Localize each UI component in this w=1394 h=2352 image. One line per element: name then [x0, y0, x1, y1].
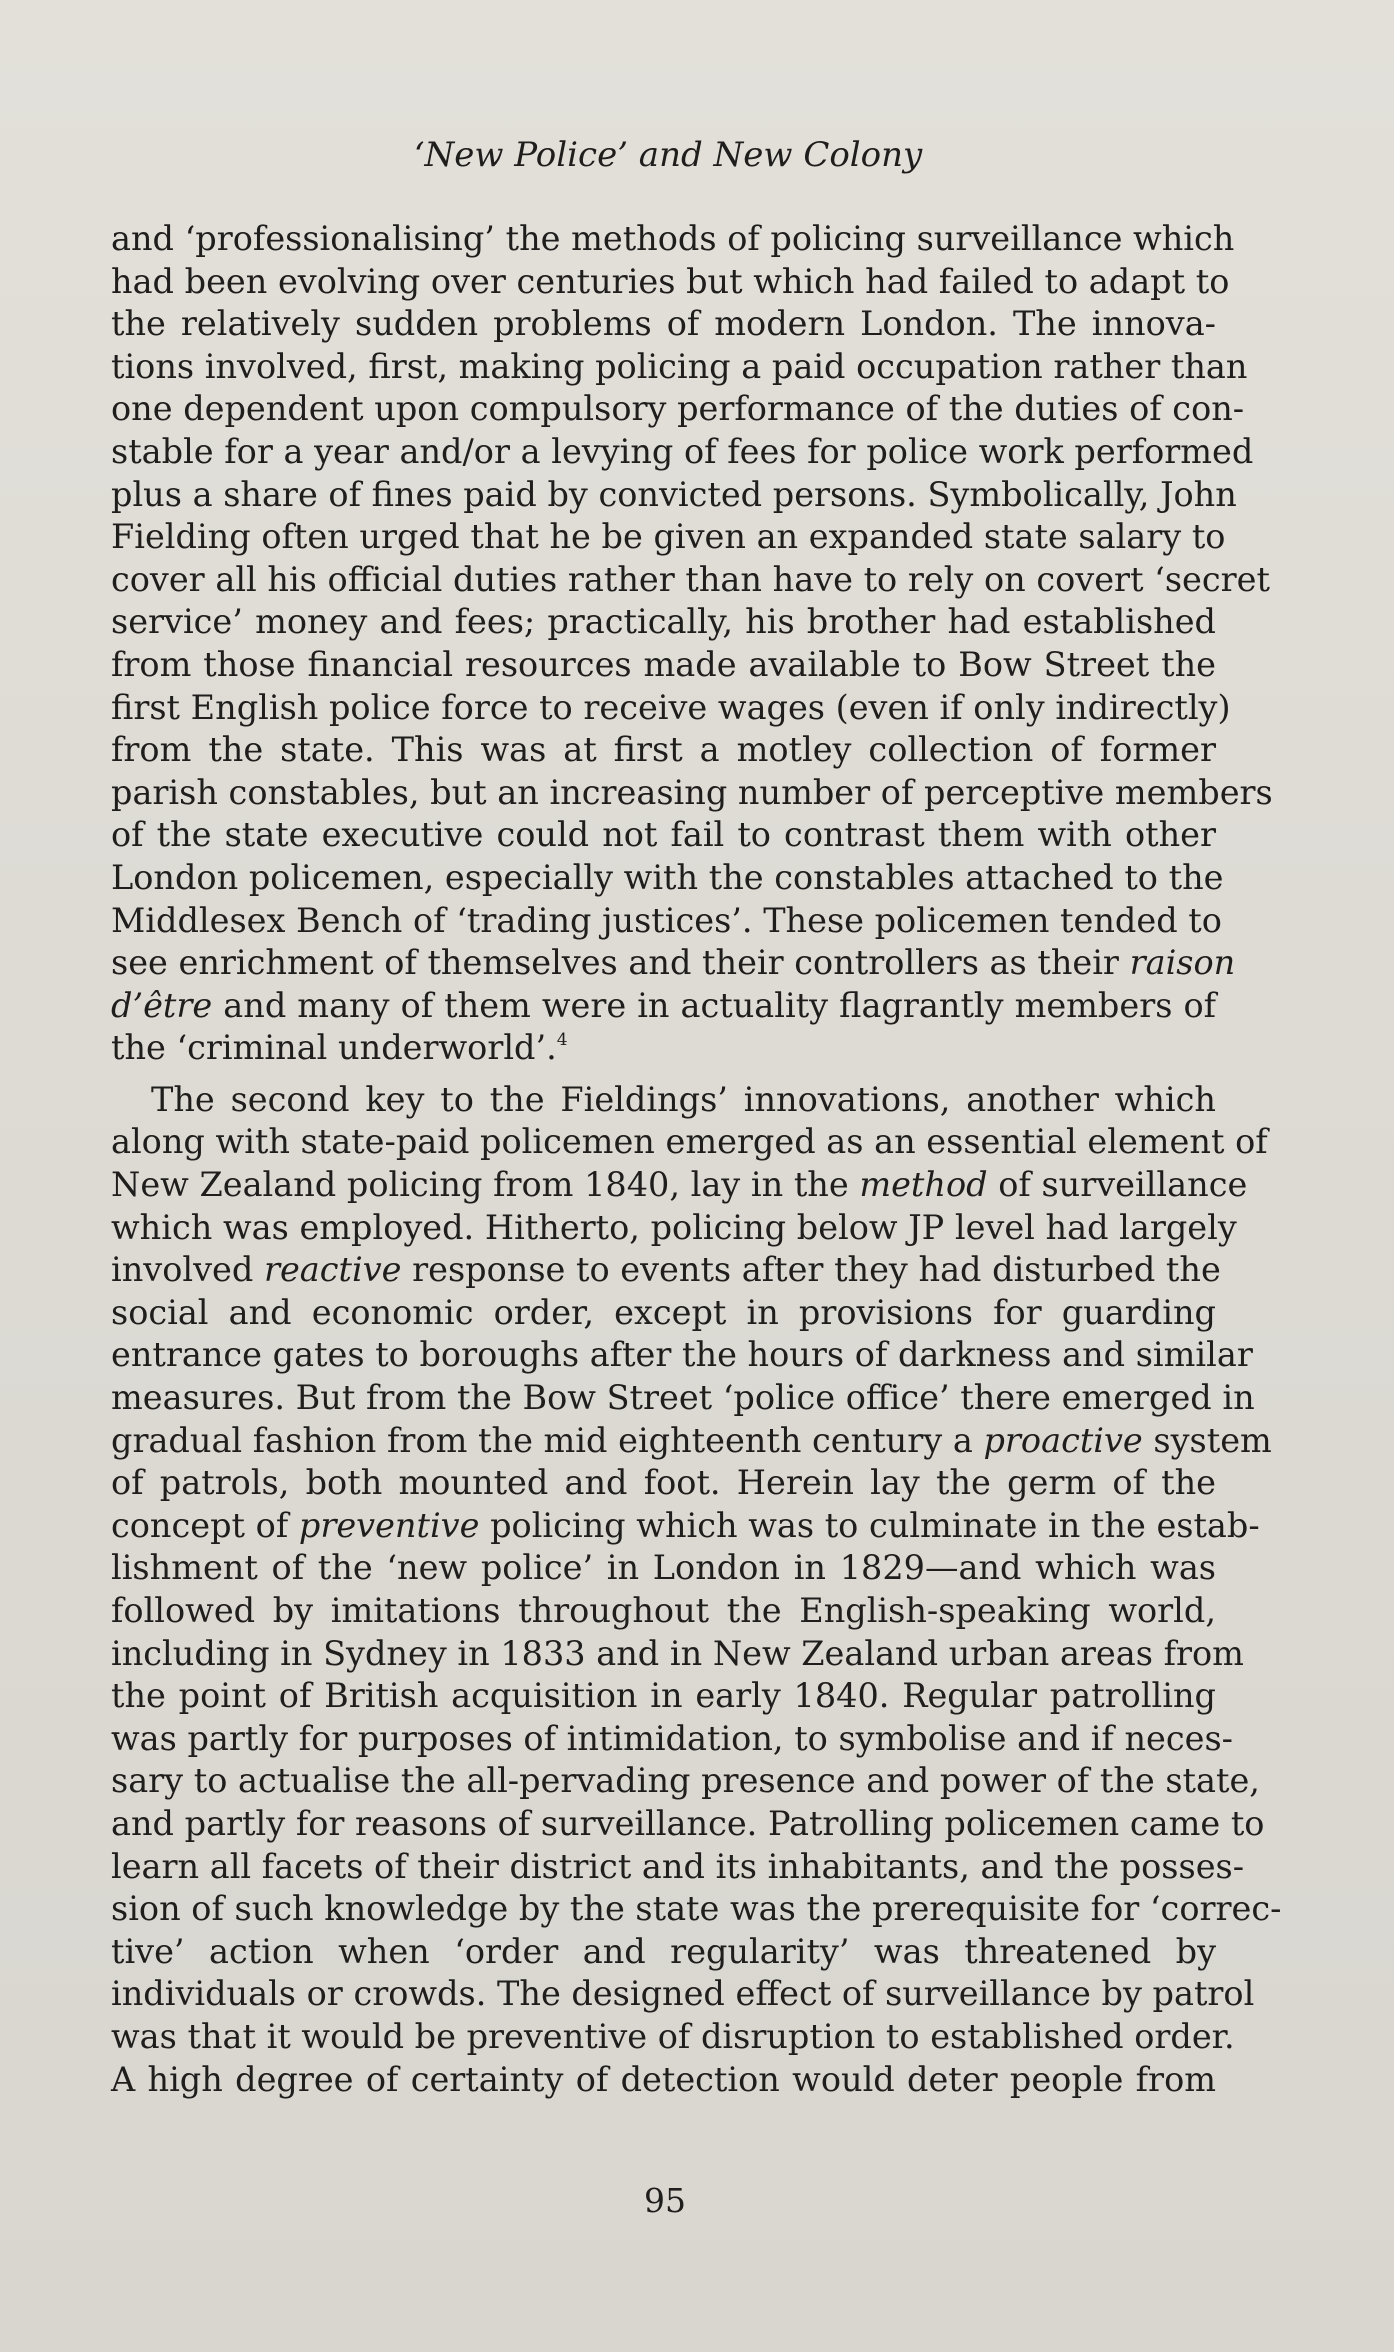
text-segment: system [1153, 1420, 1272, 1460]
text-line: service’ money and fees; practically, his brother had established [111, 602, 1216, 642]
text-line: entrance gates to boroughs after the hours of darkness and similar [111, 1335, 1253, 1375]
text-line [111, 1505, 1260, 1548]
text-segment: policing which was to culminate in the estab- [490, 1505, 1260, 1545]
italic-term: reactive [263, 1250, 402, 1290]
text-line [111, 985, 1216, 1028]
text-line: Middlesex Bench of ‘trading justices’. These policemen tended to [111, 900, 1222, 940]
italic-term: d’être [111, 985, 213, 1025]
text-line: measures. But from the Bow Street ‘police office’ there emerged in [111, 1378, 1255, 1418]
page-number: 95 [644, 2181, 686, 2220]
text-line: A high degree of certainty of detection would deter people from [111, 2059, 1216, 2099]
text-line: learn all facets of their district and its inhabitants, and the posses- [111, 1846, 1245, 1886]
text-line: from those financial resources made available to Bow Street the [111, 644, 1216, 684]
text-segment: of surveillance [998, 1165, 1248, 1205]
body-text [111, 218, 1282, 2101]
text-line: followed by imitations throughout the English-speaking world, [111, 1591, 1216, 1630]
paragraph-1 [111, 218, 1273, 1070]
text-segment: concept of [111, 1505, 289, 1545]
text-line: was partly for purposes of intimidation, to symbolise and if neces- [111, 1718, 1233, 1758]
text-line: along with state-paid policemen emerged as an essential element of [111, 1122, 1268, 1162]
text-segment: New Zealand policing from 1840, lay in the [111, 1165, 849, 1205]
text-line: first English police force to receive wages (even if only indirectly) [111, 687, 1231, 727]
text-line: and partly for reasons of surveillance. Patrolling policemen came to [111, 1803, 1265, 1843]
text-line: cover all his official duties rather than have to rely on covert ‘secret [111, 559, 1270, 599]
text-line: sary to actualise the all-pervading presence and power of the state, [111, 1761, 1260, 1801]
paragraph-gap [111, 1070, 1216, 1079]
text-line: Fielding often urged that he be given an expanded state salary to [111, 517, 1226, 557]
italic-term: raison [1129, 943, 1236, 983]
footnote-marker: 4 [556, 1030, 568, 1051]
text-line: London policemen, especially with the constables attached to the [111, 857, 1224, 897]
text-line: The second key to the Fieldings’ innovations, another which [151, 1079, 1216, 1119]
text-line: stable for a year and/or a levying of fees for police work performed [111, 431, 1254, 471]
text-line: which was employed. Hitherto, policing below JP level had largely [111, 1207, 1237, 1247]
running-head: ‘New Police’ and New Colony [413, 135, 923, 175]
text-segment: involved [111, 1250, 254, 1290]
text-line: sion of such knowledge by the state was the prerequisite for ‘correc- [111, 1889, 1282, 1929]
text-line: parish constables, but an increasing number of perceptive members [111, 772, 1273, 812]
text-line: plus a share of fines paid by convicted persons. Symbolically, John [111, 474, 1237, 514]
text-segment: response to events after they had disturbed the [412, 1250, 1221, 1290]
italic-term: preventive [298, 1505, 480, 1545]
text-line: including in Sydney in 1833 and in New Zealand urban areas from [111, 1633, 1244, 1673]
text-line: tive’ action when ‘order and regularity’ was threatened by [111, 1931, 1216, 1971]
text-line: individuals or crowds. The designed effect of surveillance by patrol [111, 1974, 1255, 2014]
text-line: of patrols, both mounted and foot. Herein lay the germ of the [111, 1463, 1216, 1503]
text-segment: the ‘criminal underworld’. [111, 1028, 557, 1068]
text-line: lishment of the ‘new police’ in London in 1829—and which was [111, 1548, 1216, 1588]
text-line [111, 1420, 1272, 1463]
text-line: from the state. This was at first a motley collection of former [111, 730, 1216, 770]
text-line: tions involved, first, making policing a paid occupation rather than [111, 346, 1248, 386]
text-line: the relatively sudden problems of modern London. The innova- [111, 304, 1216, 344]
text-line [111, 1249, 1221, 1292]
text-segment: and many of them were in actuality flagrantly members of [223, 985, 1217, 1025]
paragraph-2 [111, 1079, 1282, 2101]
text-segment: see enrichment of themselves and their controllers as their [111, 943, 1119, 983]
italic-term: method [859, 1165, 988, 1205]
text-line: of the state executive could not fail to contrast them with other [111, 815, 1216, 855]
text-line: the point of British acquisition in early 1840. Regular patrolling [111, 1676, 1216, 1716]
text-segment: gradual fashion from the mid eighteenth century a [111, 1420, 973, 1460]
text-line: one dependent upon compulsory performance of the duties of con- [111, 389, 1245, 429]
text-line [111, 1164, 1248, 1207]
text-line [111, 942, 1236, 985]
text-line: had been evolving over centuries but which had failed to adapt to [111, 261, 1230, 301]
text-line: social and economic order, except in provisions for guarding [111, 1292, 1216, 1332]
text-line: was that it would be preventive of disruption to established order. [111, 2016, 1235, 2056]
text-line [111, 1027, 1216, 1070]
text-line: and ‘professionalising’ the methods of policing surveillance which [111, 219, 1235, 258]
italic-term: proactive [983, 1420, 1143, 1460]
